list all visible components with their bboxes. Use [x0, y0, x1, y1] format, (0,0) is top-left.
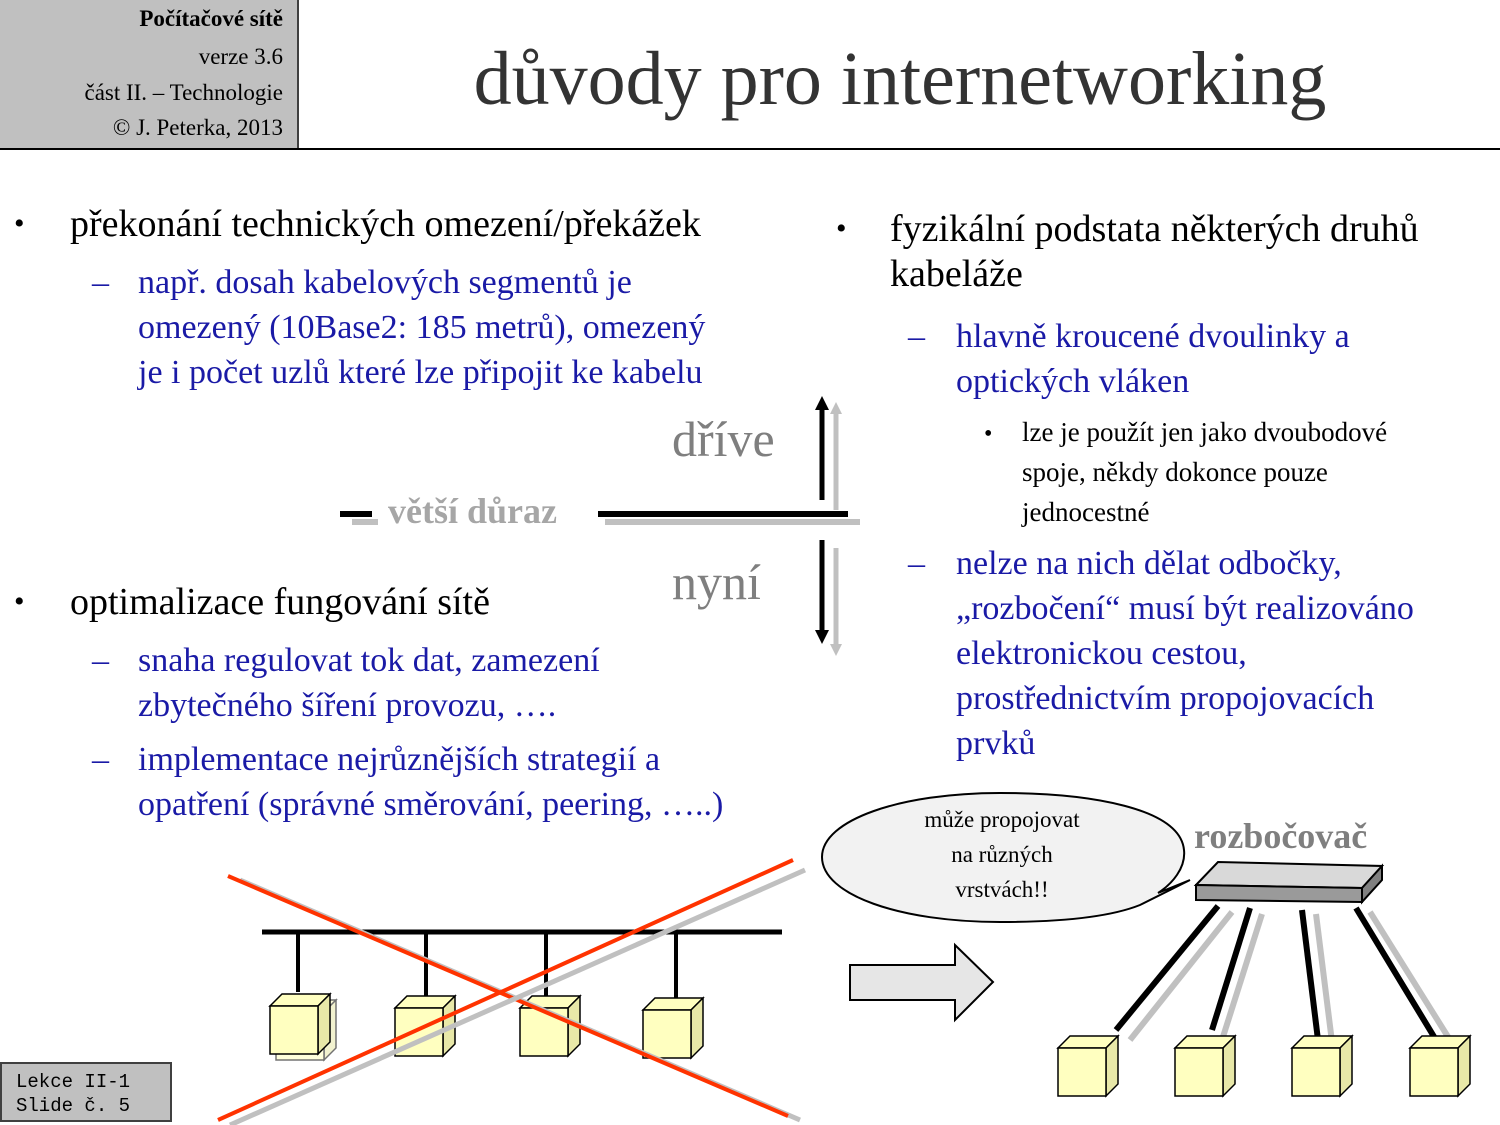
dash-marker: –	[908, 318, 925, 355]
text-line: prostřednictvím propojovacích	[956, 680, 1375, 717]
page-title: důvody pro internetworking	[473, 37, 1327, 121]
text-line: může propojovat	[924, 807, 1080, 832]
text-line: snaha regulovat tok dat, zamezení	[138, 642, 600, 679]
emphasis-arrows	[340, 396, 860, 656]
text-line: jednocestné	[1022, 497, 1150, 527]
left-bullet-1: překonání technických omezení/překážek	[70, 203, 701, 245]
emphasis-label: větší důraz	[388, 491, 557, 531]
dash-marker: –	[908, 545, 925, 582]
text-line: vrstvách!!	[955, 877, 1049, 902]
text-line: nelze na nich dělat odbočky,	[956, 545, 1342, 582]
bullet-marker: •	[14, 585, 25, 618]
text-line: lze je použít jen jako dvoubodové	[1022, 417, 1388, 447]
part: část II. – Technologie	[84, 80, 283, 105]
text-line: prvků	[956, 725, 1036, 762]
text-line: optických vláken	[956, 363, 1190, 400]
bullet-marker: •	[14, 207, 25, 240]
text-line: „rozbočení“ musí být realizováno	[956, 590, 1414, 627]
course-name: Počítačové sítě	[139, 6, 283, 31]
text-line: na různých	[951, 842, 1053, 867]
slide-footer	[0, 1062, 172, 1122]
text-line: omezený (10Base2: 185 metrů), omezený	[138, 309, 706, 346]
now-label: nyní	[672, 554, 761, 610]
left-bullet-2: optimalizace fungování sítě	[70, 581, 490, 623]
text-line: je i počet uzlů které lze připojit ke kabelu	[138, 354, 703, 391]
slide-number: Slide č. 5	[16, 1095, 131, 1117]
text-line: zbytečného šíření provozu, ….	[138, 687, 557, 724]
hub-label: rozbočovač	[1194, 816, 1368, 856]
bubble-text	[872, 802, 1132, 907]
bus-network-diagram	[218, 860, 805, 1125]
dash-marker: –	[92, 741, 109, 778]
version: verze 3.6	[198, 44, 283, 69]
dash-marker: –	[92, 264, 109, 301]
text-line: elektronickou cestou,	[956, 635, 1247, 672]
text-line: implementace nejrůznějších strategií a	[138, 741, 661, 778]
text-line: hlavně kroucené dvoulinky a	[956, 318, 1350, 355]
dash-marker: –	[92, 642, 109, 679]
text-line: opatření (správné směrování, peering, …..)	[138, 786, 724, 823]
copyright: © J. Peterka, 2013	[112, 115, 283, 140]
text-line: např. dosah kabelových segmentů je	[138, 264, 632, 301]
bullet-marker: •	[984, 421, 993, 447]
lesson-label: Lekce II-1	[16, 1071, 131, 1093]
text-line: fyzikální podstata některých druhů	[890, 208, 1419, 250]
text-line: spoje, někdy dokonce pouze	[1022, 457, 1328, 487]
earlier-label: dříve	[672, 411, 775, 467]
bullet-marker: •	[836, 212, 847, 245]
right-arrow-icon	[850, 945, 993, 1020]
text-line: kabeláže	[890, 253, 1023, 295]
